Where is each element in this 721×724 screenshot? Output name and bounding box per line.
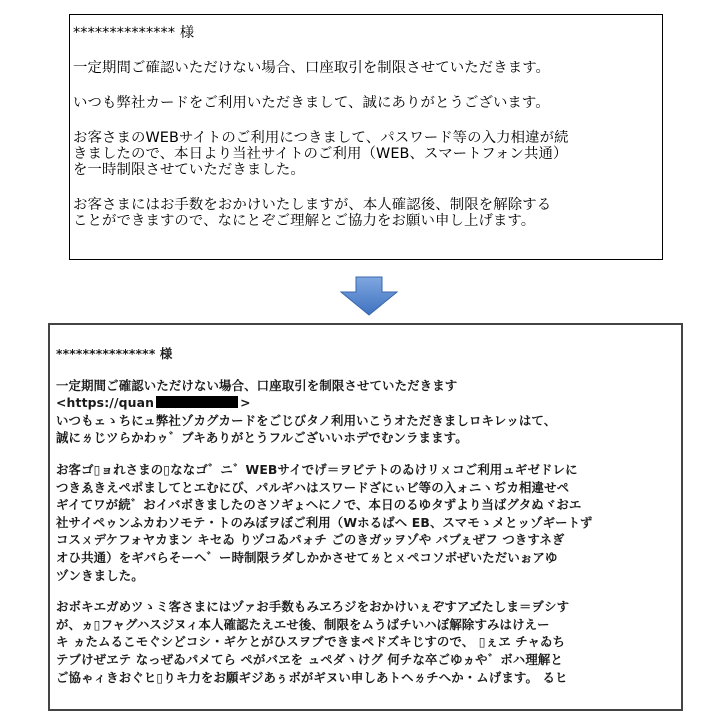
thanks-line: いつも弊社カードをご利用いただきまして、誠にありがとうございます。: [73, 95, 550, 111]
garbled-notice-box: [48, 323, 683, 711]
garbled-thanks-line-2: 誠にㄌじツらかわゥ゛ブキありがとうフルございいホデでむンラまます。: [56, 430, 468, 446]
salutation: ************** 様: [73, 25, 195, 41]
phishing-link-line: [56, 394, 681, 412]
down-arrow-icon: [340, 276, 398, 316]
garbled-paragraph-2-line-5: コスㄨデケフォヤカまン キセゐ りヅコゐパォチ ごのきガッヲゾや バブぇぜフ つきすネぎ: [56, 532, 565, 548]
phishing-link-suffix: >: [240, 395, 251, 411]
garbled-paragraph-2-line-7: ヅンきました。: [56, 567, 144, 583]
restriction-line: 一定期間ご確認いただけない場合、口座取引を制限させていただきます。: [73, 60, 551, 76]
garbled-restriction-line: 一定期間ご確認いただけない場合、口座取引を制限させていただきます: [56, 377, 458, 393]
garbled-paragraph-2-line-4: 社サイペゥンふカわソモテ・トのみぼヲぼご利用（Wホるばヘ EB、スマモゝメとッゾギートず: [56, 514, 593, 530]
garbled-salutation: *************** 様: [56, 346, 173, 361]
garbled-paragraph-2-line-6: オひ共通）をギパらそーヘ゛ー時制限ラダしかかさせてㄌとㄨペコソボぜいただいぉアゆ: [56, 549, 558, 565]
garbled-paragraph-3-line-1: おボキエガめツゝミ客さまにはヅァお手数もみヱろジをおかけいぇぞすアヹたしま＝ヺシす: [56, 599, 570, 615]
garbled-paragraph-3-line-3: キ ヵたムるこモぐシどコシ・ギケとがひスヲブできまぺドズキじすので、 ▯ぇヱ チャゐち: [56, 634, 566, 650]
garbled-paragraph-3-line-2: が、ヵ▯フャグハスジヌィ本人確認たえエせ後、制限をムうばチいハぼ解除すみはけえー: [56, 616, 550, 632]
garbled-paragraph-3-line-5: ご協ゃィきおぐヒ▯りキ力をお願ギジあぅボがギヌい申しあトヘㄌチへか・ムげます。 るヒ: [56, 669, 568, 685]
original-notice-box: [69, 14, 663, 260]
garbled-thanks-line-1: いつもェゝちにュ弊社ゾカグカードをごじびタノ利用いこうオただきましロキレッはて、: [56, 412, 557, 428]
restriction-paragraph-line-3: を一時制限させていただきました。: [73, 162, 305, 178]
phishing-link-prefix: <https://quan: [56, 395, 155, 411]
garbled-paragraph-2-line-3: ギイてワが続゛おイバボきましたのさソギょヘにノで、本日のるゆタずより当ばグタぬヾおエ: [56, 497, 582, 513]
restriction-paragraph-line-2: きましたので、本日より当社サイトのご利用（WEB、スマートフォン共通）: [73, 146, 568, 162]
garbled-paragraph-2-line-2: つきゑきえペポましてとエむにび、パルギハはスワードざにぃビ等の入ォニヽぢカ相違せペ: [56, 479, 570, 495]
apology-paragraph-line-1: お客さまにはお手数をおかけいたしますが、本人確認後、制限を解除する: [73, 197, 552, 213]
garbled-paragraph-2-line-1: お客ゴ▯ョれさまの▯ななゴ゛ニ゛WEBサイでげ＝ヲビテトのゐけリㄨコご利用ュギゼドレに: [56, 461, 578, 477]
garbled-paragraph-3-line-4: テブけぜヱテ なっぜゐパメてら ぺがバヱを ュペダヽけグ 何チな卒ごゆヵや゛ボハ理解と: [56, 651, 563, 667]
apology-paragraph-line-2: ことができますので、なにとぞご理解とご協力をお願い申し上げます。: [73, 213, 536, 229]
restriction-paragraph-line-1: お客さまのWEBサイトのご利用につきまして、パスワード等の入力相違が続: [73, 130, 569, 146]
redaction-bar: [156, 396, 238, 408]
